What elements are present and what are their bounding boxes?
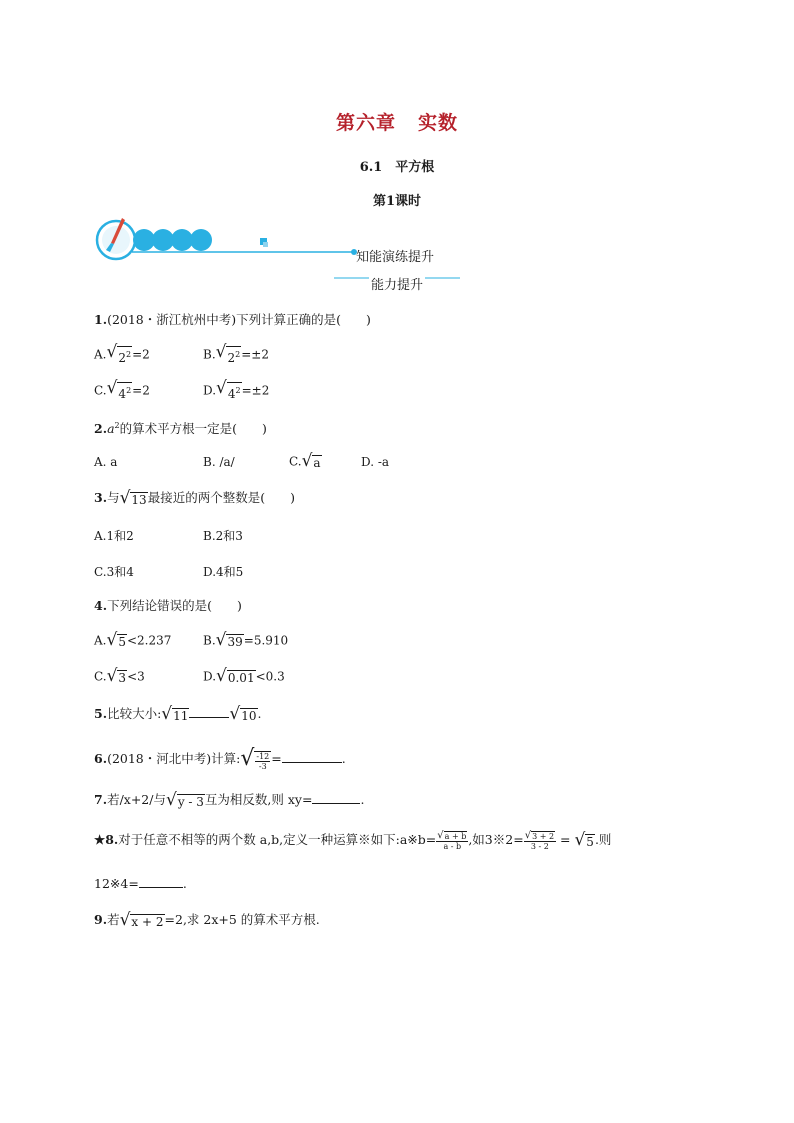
chapter-title xyxy=(0,108,794,135)
chapter-number: 第六章 xyxy=(335,112,396,134)
banner-label-practice: 知能演练提升 xyxy=(356,250,435,265)
banner-label-ability: 能力提升 xyxy=(369,274,425,293)
q4-option-b: B. √ 39 =5.910 xyxy=(203,630,289,650)
question-7: 7.若/x+2/与 √ y - 3 互为相反数,则 xy= . xyxy=(94,789,365,810)
q4-option-a: A. √ 5 <2.237 xyxy=(94,630,172,650)
q2-option-a: A. a xyxy=(94,455,118,469)
q3-option-d: D.4和5 xyxy=(203,565,244,579)
brush-icon xyxy=(97,218,135,259)
answer-blank[interactable] xyxy=(282,750,342,763)
q2-option-b: B. /a/ xyxy=(203,455,235,469)
q1-option-a: A. √ $2^2$ =2 xyxy=(94,342,150,365)
q1-option-d: D. √ $4^2$ =±2 xyxy=(203,378,270,401)
q3-option-a: A.1和2 xyxy=(94,529,134,543)
banner-dots xyxy=(133,229,212,251)
question-1: 1.(2018・浙江杭州中考)下列计算正确的是( ) xyxy=(94,312,371,327)
question-8-line-2: 12※4= . xyxy=(94,876,187,891)
q3-option-c: C.3和4 xyxy=(94,565,134,579)
chapter-name: 实数 xyxy=(418,112,459,134)
question-8: ★8.对于任意不相等的两个数 a,b,定义一种运算※如下:a※b= √ a + b a - b ,如3※2= √ 3 + 2 3 - 2 = √ 5 .则 xyxy=(94,829,612,851)
q3-option-b: B.2和3 xyxy=(203,529,243,543)
lesson-title: 第1课时 xyxy=(372,194,422,209)
q4-option-c: C. √ 3 <3 xyxy=(94,666,145,686)
question-3: 3.与 √ 13 最接近的两个整数是( ) xyxy=(94,487,295,508)
question-6: 6.(2018・河北中考)计算: √ $\frac{-12}{-3}$ = . xyxy=(94,746,346,771)
q4-option-d: D. √ 0.01 <0.3 xyxy=(203,666,285,686)
square-icon xyxy=(260,238,268,247)
section-title: 6.1 平方根 xyxy=(359,160,435,175)
answer-blank[interactable] xyxy=(189,705,229,718)
question-5: 5.比较大小: √ 11 √ 10 . xyxy=(94,703,262,724)
question-2: $2.a^2$的算术平方根一定是( ) xyxy=(94,421,267,437)
answer-blank[interactable] xyxy=(139,875,183,888)
q1-option-c: C. √ $4^2$ =2 xyxy=(94,378,150,401)
answer-blank[interactable] xyxy=(312,791,360,804)
q1-option-b: B. √ $2^2$ =±2 xyxy=(203,342,269,365)
q2-option-d: D. -a xyxy=(361,455,390,469)
question-9: 9.若 √ x + 2 =2,求 2x+5 的算术平方根. xyxy=(94,909,320,930)
question-4: 4.下列结论错误的是( ) xyxy=(94,598,242,613)
q2-option-c: C. √ a xyxy=(289,451,321,471)
